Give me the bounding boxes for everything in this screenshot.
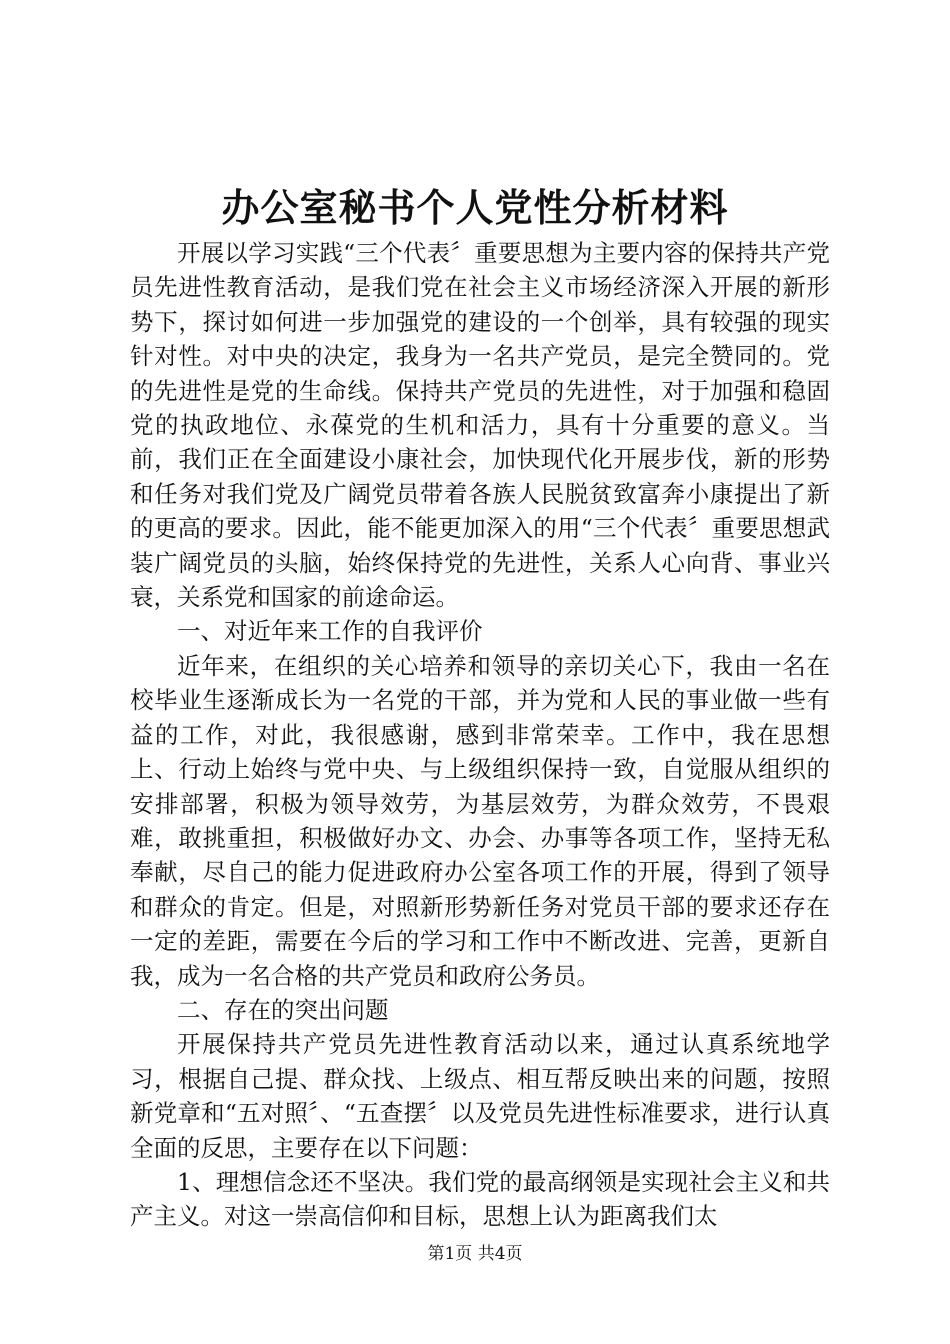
paragraph-intro: 开展以学习实践“三个代表〞重要思想为主要内容的保持共产党员先进性教育活动，是我们党在社会主义市场经济深入开展的新形势下，探讨如何进一步加强党的建设的一个创举，具有较强的现实针对性。对中央的决定，我身为一名共产党员，是完全赞同的。党的先进性是党的生命线。保持共产党员的先进性，对于加强和稳固党的执政地位、永葆党的生机和活力，具有十分重要的意义。当前，我们正在全面建设小康社会，加快现代化开展步伐，新的形势和任务对我们党及广阔党员带着各族人民脱贫致富奔小康提出了新的更高的要求。因此，能不能更加深入的用“三个代表〞重要思想武装广阔党员的头脑，始终保持党的先进性，关系人心向背、事业兴衰，关系党和国家的前途命运。 [130,239,830,612]
paragraph-problem-1: 1、理想信念还不坚决。我们党的最高纲领是实现社会主义和共产主义。对这一崇高信仰和目标，思想上认为距离我们太 [130,1167,830,1231]
paragraph-problems-intro: 开展保持共产党员先进性教育活动以来，通过认真系统地学习，根据自己提、群众找、上级点、相互帮反映出来的问题，按照新党章和“五对照〞、“五查摆〞以及党员先进性标准要求，进行认真全面的反思，主要存在以下问题： [130,1030,830,1162]
page-number-footer: 第1页 共4页 [427,1244,523,1264]
section-heading-self-evaluation: 一、对近年来工作的自我评价 [177,617,483,646]
document-body [130,236,830,1234]
paragraph-self-evaluation: 近年来，在组织的关心培养和领导的亲切关心下，我由一名在校毕业生逐渐成长为一名党的干部，并为党和人民的事业做一些有益的工作，对此，我很感谢，感到非常荣幸。工作中，我在思想上、行动上始终与党中央、与上级组织保持一致，自觉服从组织的安排部署，积极为领导效劳，为基层效劳，为群众效劳，不畏艰难，敢挑重担，积极做好办文、办会、办事等各项工作，坚持无私奉献，尽自己的能力促进政府办公室各项工作的开展，得到了领导和群众的肯定。但是，对照新形势新任务对党员干部的要求还存在一定的差距，需要在今后的学习和工作中不断改进、完善，更新自我，成为一名合格的共产党员和政府公务员。 [130,651,830,990]
section-heading-problems: 二、存在的突出问题 [177,995,389,1024]
document-title: 办公室秘书个人党性分析材料 [221,185,729,230]
